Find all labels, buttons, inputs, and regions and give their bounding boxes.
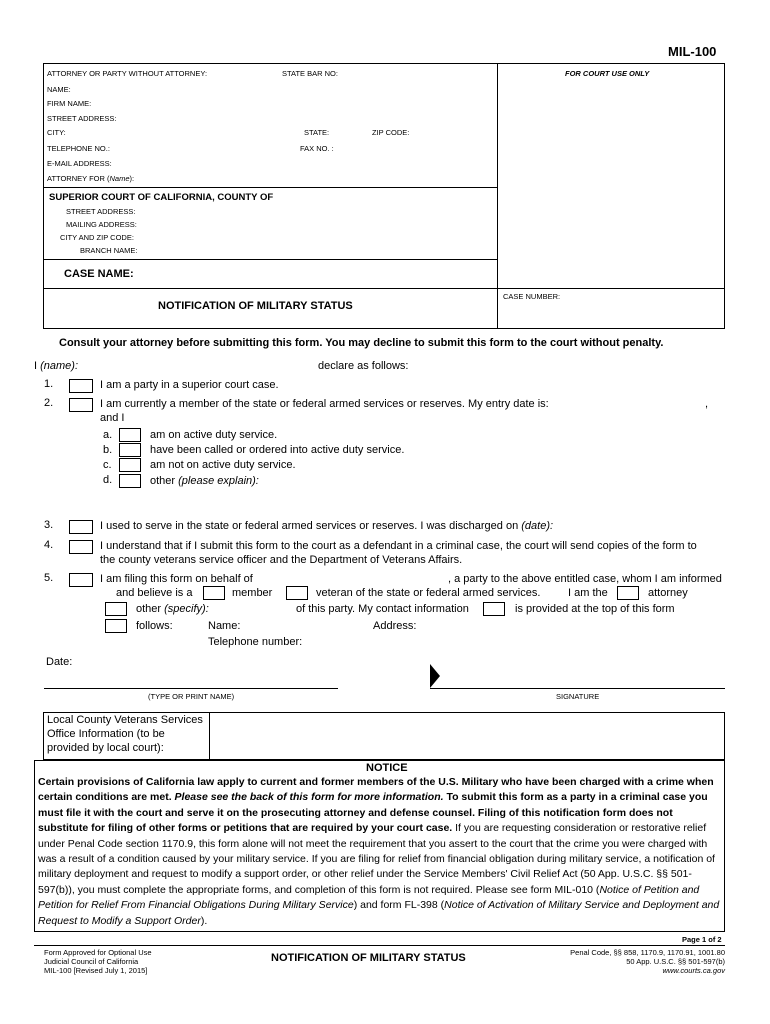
attorney-checkbox[interactable] xyxy=(617,586,639,600)
court-mailing-label[interactable]: MAILING ADDRESS: xyxy=(66,220,137,229)
follows-label: follows: xyxy=(136,620,173,632)
sub-c-letter: c. xyxy=(103,459,112,471)
sub-d-letter: d. xyxy=(103,474,113,486)
court-street-label[interactable]: STREET ADDRESS: xyxy=(66,207,136,216)
item-5-text-b: , a party to the above entitled case, whom I am informed xyxy=(448,573,722,585)
member-checkbox[interactable] xyxy=(203,586,225,600)
case-name-label[interactable]: CASE NAME: xyxy=(64,268,134,280)
court-use-label: FOR COURT USE ONLY xyxy=(565,69,650,78)
item-2-comma: , xyxy=(705,398,709,410)
sub-b-text: have been called or ordered into active duty service. xyxy=(150,444,405,456)
attorney-label: attorney xyxy=(648,587,688,599)
footer-left: Form Approved for Optional Use Judicial Council of California MIL-100 [Revised July 1, 2015] xyxy=(44,948,152,975)
item-1-checkbox[interactable] xyxy=(69,379,93,393)
other-specify-checkbox[interactable] xyxy=(105,602,127,616)
item-3-number: 3. xyxy=(44,519,54,531)
sub-b-checkbox[interactable] xyxy=(119,443,141,457)
contact-provided-checkbox[interactable] xyxy=(483,602,505,616)
provided-top-label: is provided at the top of this form xyxy=(515,603,675,615)
item-3-checkbox[interactable] xyxy=(69,520,93,534)
item-2-text: I am currently a member of the state or federal armed services or reserves. My entry date is: xyxy=(100,398,549,410)
item-4-line-1: I understand that if I submit this form to the court as a defendant in a criminal case, the court will send copies of the form to xyxy=(100,540,697,552)
veteran-checkbox[interactable] xyxy=(286,586,308,600)
veterans-office-field[interactable] xyxy=(210,713,724,759)
footer-title: NOTIFICATION OF MILITARY STATUS xyxy=(271,952,466,964)
date-label[interactable]: Date: xyxy=(46,656,73,668)
i-am-the-label: I am the xyxy=(568,587,608,599)
contact-phone-label[interactable]: Telephone number: xyxy=(208,636,303,648)
type-name-label: (TYPE OR PRINT NAME) xyxy=(148,692,235,701)
item-5-believe: and believe is a xyxy=(116,587,193,599)
member-label: member xyxy=(232,587,273,599)
attorney-for-label[interactable]: ATTORNEY FOR (Name): xyxy=(47,174,135,183)
other-specify-label: other (specify): xyxy=(136,603,209,615)
veterans-office-label: Local County Veterans Services Office Information (to be provided by local court): xyxy=(47,714,203,754)
state-label[interactable]: STATE: xyxy=(304,128,330,137)
item-5-checkbox[interactable] xyxy=(69,573,93,587)
sub-a-text: am on active duty service. xyxy=(150,429,278,441)
contact-address-label[interactable]: Address: xyxy=(373,620,417,632)
signature-label[interactable]: SIGNATURE xyxy=(556,692,600,701)
name-label[interactable]: NAME: xyxy=(47,85,71,94)
signature-arrow-icon xyxy=(430,664,440,688)
case-number-label[interactable]: CASE NUMBER: xyxy=(503,292,561,301)
form-id: MIL-100 xyxy=(668,44,717,59)
follows-checkbox[interactable] xyxy=(105,619,127,633)
item-1-text: I am a party in a superior court case. xyxy=(100,379,279,391)
notice-title: NOTICE xyxy=(366,762,408,774)
item-4-line-2: the county veterans service officer and the Department of Veterans Affairs. xyxy=(100,554,463,566)
item-4-number: 4. xyxy=(44,539,54,551)
notice-body: Certain provisions of California law apply to current and former members of the U.S. Military who have been charged with a crime when certain conditions are met. Please see the back of this form for more information. To submit this form as a party in a criminal case you must file it with the court and serve it on the prosecuting attorney and defense counsel. Filing of this notification form does not substitute for filing of other forms or petitions that are required by your court case. If you are requesting consideration or restorative relief under Penal Code section 1170.9, this form alone will not meet the requirement that you assert to the court that the crime you were charged with was a result of a condition caused by your military service. If you are filing for relief from financial obligation during military service, a notification of military deployment and request to modify a support order, or other relief under the Service Members' Civil Relief Act (50 App. U.S.C. §§ 501-597(b)), you must complete the appropriate forms, and completion of this form is not required. Please see form MIL-010 (Notice of Petition and Petition for Relief From Financial Obligations During Military Service) and form FL-398 (Notice of Activation of Military Service and Deployment and Request to Modify a Support Order). xyxy=(38,776,720,927)
state-bar-label: STATE BAR NO: xyxy=(282,69,338,78)
item-2-number: 2. xyxy=(44,397,54,409)
footer-right: Penal Code, §§ 858, 1170.9, 1170.91, 1001.80 50 App. U.S.C. §§ 501-597(b) www.courts.ca.gov xyxy=(520,948,725,975)
telephone-label[interactable]: TELEPHONE NO.: xyxy=(47,144,110,153)
contact-name-label[interactable]: Name: xyxy=(208,620,241,632)
declarant-line: I (name): xyxy=(34,360,79,372)
court-branch-label[interactable]: BRANCH NAME: xyxy=(80,246,138,255)
zip-label[interactable]: ZIP CODE: xyxy=(372,128,410,137)
item-2-checkbox[interactable] xyxy=(69,398,93,412)
sub-b-letter: b. xyxy=(103,444,113,456)
item-3-text: I used to serve in the state or federal armed services or reserves. I was discharged on (date): xyxy=(100,520,554,532)
sub-c-checkbox[interactable] xyxy=(119,458,141,472)
courts-website-link[interactable]: www.courts.ca.gov xyxy=(662,966,725,975)
item-1-number: 1. xyxy=(44,378,54,390)
city-label[interactable]: CITY: xyxy=(47,128,66,137)
page-number: Page 1 of 2 xyxy=(682,935,722,944)
declare-text: declare as follows: xyxy=(318,360,409,372)
court-city-zip-label[interactable]: CITY AND ZIP CODE: xyxy=(60,233,134,242)
sub-d-text: other (please explain): xyxy=(150,475,259,487)
item-2-and-i: and I xyxy=(100,412,125,424)
sub-c-text: am not on active duty service. xyxy=(150,459,296,471)
of-this-party-label: of this party. My contact information xyxy=(296,603,469,615)
sub-a-checkbox[interactable] xyxy=(119,428,141,442)
street-address-label[interactable]: STREET ADDRESS: xyxy=(47,114,117,123)
veteran-label: veteran of the state or federal armed services. xyxy=(316,587,541,599)
item-4-checkbox[interactable] xyxy=(69,540,93,554)
sub-a-letter: a. xyxy=(103,429,113,441)
attorney-label: ATTORNEY OR PARTY WITHOUT ATTORNEY: xyxy=(47,69,208,78)
item-5-number: 5. xyxy=(44,572,54,584)
item-5-text-a: I am filing this form on behalf of xyxy=(100,573,253,585)
email-label[interactable]: E-MAIL ADDRESS: xyxy=(47,159,112,168)
form-title: NOTIFICATION OF MILITARY STATUS xyxy=(158,300,353,312)
consult-notice: Consult your attorney before submitting this form. You may decline to submit this form to the court without penalty. xyxy=(59,337,664,349)
firm-name-label[interactable]: FIRM NAME: xyxy=(47,99,92,108)
court-title: SUPERIOR COURT OF CALIFORNIA, COUNTY OF xyxy=(49,192,274,203)
sub-d-checkbox[interactable] xyxy=(119,474,141,488)
fax-label[interactable]: FAX NO. : xyxy=(300,144,334,153)
